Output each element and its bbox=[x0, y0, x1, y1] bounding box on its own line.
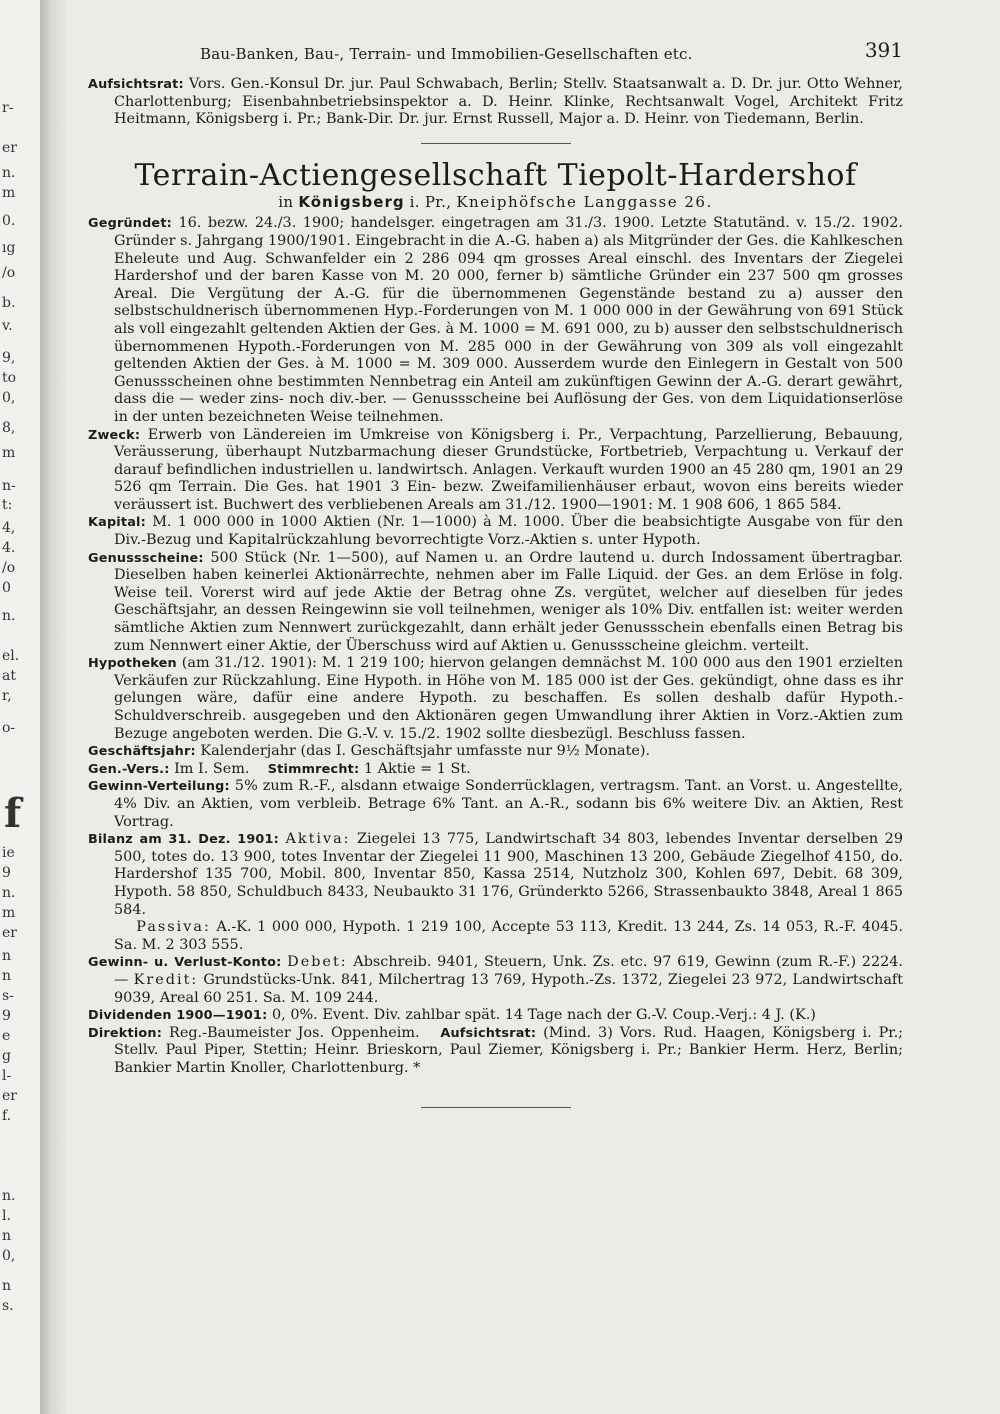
margin-fragment: n bbox=[2, 968, 12, 984]
margin-fragment: r- bbox=[2, 100, 14, 116]
margin-fragment: f bbox=[4, 790, 22, 837]
section-text: M. 1 000 000 in 1000 Aktien (Nr. 1—1000) à M. 1000. Über die beabsichtigte Ausgabe von für den Div.-Bezug und Kapitalrückzahlung bevorrechtigte Vorz.-Aktien s. unter Hypoth. bbox=[114, 514, 904, 549]
section-text: 0, 0%. Event. Div. zahlbar spät. 14 Tage nach der G.-V. Coup.-Verj.: 4 J. (K.) bbox=[272, 1007, 816, 1024]
margin-fragment: /o bbox=[2, 560, 16, 576]
margin-fragment: el. bbox=[2, 648, 20, 664]
section-genvers bbox=[88, 761, 903, 779]
section-gewinnverteilung bbox=[88, 778, 903, 831]
section-genussscheine bbox=[88, 550, 903, 656]
margin-fragment: s- bbox=[2, 988, 14, 1004]
section-text: Reg.-Baumeister Jos. Oppenheim. bbox=[168, 1024, 420, 1041]
section-text: (am 31./12. 1901): M. 1 219 100; hiervon gelangen demnächst M. 100 000 aus den 1901 erzielten Verkäufen zur Rückzahlung. Eine Hypoth. in Höhe von M. 185 000 ist der Ges. gekündigt, ohne dass es ihr gelungen wäre, dafür eine andere Hypoth. zu beschaffen. Es sollen deshalb dafür Hypoth.-Schuldverschreib. ausgegeben und den Aktionären gegen Umwandlung ihrer Aktien in Vorz.-Aktien zum Bezuge angeboten werden. Die G.-V. v. 15./2. 1902 sollte diesbezügl. Beschluss fassen. bbox=[114, 655, 903, 742]
margin-fragment: /o bbox=[2, 265, 16, 281]
margin-fragment: er bbox=[2, 140, 17, 156]
adjacent-page-margin bbox=[0, 0, 41, 1414]
aktiva-label: Aktiva: bbox=[285, 831, 351, 848]
section-label: Kapital: bbox=[88, 515, 146, 531]
margin-fragment: r, bbox=[2, 688, 12, 704]
margin-fragment: n bbox=[2, 1278, 12, 1294]
margin-fragment: 9 bbox=[2, 865, 11, 881]
section-label: Gewinn- u. Verlust-Konto: bbox=[88, 955, 282, 971]
section-text: Kalenderjahr (das I. Geschäftsjahr umfasste nur 9½ Monate). bbox=[200, 743, 651, 760]
section-hypotheken bbox=[88, 655, 903, 743]
kredit-text: Grundstücks-Unk. 841, Milchertrag 13 769, Hypoth.-Zs. 1372, Ziegelei 23 972, Landwirtschaft 9039, Areal 60 251. Sa. M. 109 244. bbox=[114, 971, 904, 1006]
section-text: 500 Stück (Nr. 1—500), auf Namen u. an Ordre lautend u. durch Indossament übertragbar. Dieselben haben keinerlei Aktionärrechte, nehmen aber im Falle Liquid. der Ges. an dem Erlöse in folg. Weise teil. Vorerst wird auf jede Aktie der Betrag ohne Zs. vergütet, welcher auf dieselben für jedes Geschäftsjahr, an dessen Reingewinn sie voll teilnehmen, weniger als 10% Div. entfallen ist: weiter werden sämtliche Aktien zum Nennwert zurückgezahlt, dann erhält jeder Genussschein ebenfalls einen Betrag bis zum Nennwert einer Aktie, der Überschuss wird auf Aktien u. Genussscheine gleichm. verteilt. bbox=[114, 549, 903, 654]
margin-fragment: 9 bbox=[2, 1008, 11, 1024]
margin-fragment: 0. bbox=[2, 213, 16, 229]
section-label: Hypotheken bbox=[88, 656, 177, 672]
company-street: Kneiphöfsche Langgasse 26. bbox=[456, 192, 713, 211]
margin-fragment: 4. bbox=[2, 540, 16, 556]
section-geschaeftsjahr bbox=[88, 743, 903, 761]
section-label: Genussscheine: bbox=[88, 550, 204, 566]
section-text: 16. bezw. 24./3. 1900; handelsger. eingetragen am 31./3. 1900. Letzte Statutänd. v. 15./2. 1902. Gründer s. Jahrgang 1900/1901. Eingebracht in die A.-G. haben a) als Mitgründer der Ges. die Kahlkeschen Eheleute und Aug. Schwanfelder ein 2 286 094 qm grosses Areal einschl. des Inventars der Ziegelei Hardershof und der baren Kasse von M. 20 000, ferner b) sämtliche Gründer ein 237 500 qm grosses Areal. Die Vergütung der A.-G. für die übernommenen Gegenstände bestand zu a) ausser den selbstschuldnerisch übernommenen Hyp.-Forderungen von M. 1 000 000 in der Gewährung von 691 Stück als voll eingezahlt geltenden Aktien der Ges. à M. 1000 = M. 691 000, zu b) ausser den selbstschuldnerisch übernommenen Hypoth.-Forderungen von M. 285 000 in der Gewährung von 309 als voll eingezahlt geltenden Aktien der Ges. à M. 1000 = M. 309 000. Ausserdem wurde den Einlegern in Gestalt von 500 Genussscheinen ohne bestimmten Nennbetrag ein Anteil am zukünftigen Gewinn der A.-G. derart gewährt, dass die — weder zins- noch div.-ber. — Genussscheine bei Auflösung der Ges. von dem Liquidationserlöse in der unten bezeichneten Weise teilnehmen. bbox=[114, 215, 903, 425]
debet-text: Abschreib. 9401, Steuern, Unk. Zs. etc. 97 619, Gewinn (zum R.-F.) 2224. — bbox=[114, 954, 903, 988]
page-fold-shadow bbox=[40, 0, 66, 1414]
section-text: Erwerb von Ländereien im Umkreise von Königsberg i. Pr., Verpachtung, Parzellierung, Bebauung, Veräusserung, überhaupt Nutzbarmachung dieser Grundstücke, Fortbetrieb, Verpachtung u. Verkauf der darauf befindlichen industriellen u. landwirtsch. Anlagen. Verkauft wurden 1900 an 45 280 qm, 1901 an 29 526 qm Terrain. Die Ges. hat 1901 3 Ein- bezw. Zweifamilienhäuser erbaut, wovon eins bereits wieder veräussert ist. Buchwert des verbliebenen Areals am 31./12. 1900—1901: M. 1 908 606, 1 865 584. bbox=[114, 426, 903, 513]
company-city: Königsberg bbox=[298, 192, 405, 211]
section-label: Gewinn-Verteilung: bbox=[88, 779, 230, 795]
debet-label: Debet: bbox=[287, 954, 348, 971]
section-gegruendet bbox=[88, 215, 903, 426]
margin-fragment: n- bbox=[2, 478, 16, 494]
bilanz-passiva bbox=[88, 919, 903, 954]
margin-fragment: m bbox=[2, 445, 16, 461]
margin-fragment: e bbox=[2, 1028, 11, 1044]
margin-fragment: f. bbox=[2, 1108, 12, 1124]
stimmrecht-label: Stimmrecht: bbox=[267, 761, 360, 777]
margin-fragment: 0, bbox=[2, 390, 16, 406]
margin-fragment: v. bbox=[2, 318, 13, 334]
margin-fragment: n. bbox=[2, 165, 16, 181]
section-dividenden bbox=[88, 1007, 903, 1025]
separator-rule bbox=[421, 143, 571, 144]
margin-fragment: o- bbox=[2, 720, 16, 736]
margin-fragment: ıg bbox=[2, 240, 16, 256]
margin-fragment: l. bbox=[2, 1208, 11, 1224]
margin-fragment: 0 bbox=[2, 580, 11, 596]
margin-fragment: s. bbox=[2, 1298, 14, 1314]
margin-fragment: er bbox=[2, 925, 17, 941]
margin-fragment: m bbox=[2, 905, 16, 921]
section-label: Bilanz am 31. Dez. 1901: bbox=[88, 832, 279, 848]
margin-fragment: to bbox=[2, 370, 17, 386]
margin-fragment: t: bbox=[2, 497, 13, 513]
margin-fragment: n bbox=[2, 1228, 12, 1244]
section-direktion bbox=[88, 1025, 903, 1078]
margin-fragment: b. bbox=[2, 295, 16, 311]
margin-fragment: ie bbox=[2, 845, 15, 861]
section-label: Dividenden 1900—1901: bbox=[88, 1008, 268, 1024]
company-location bbox=[88, 194, 903, 212]
document-page bbox=[88, 40, 903, 1108]
passiva-text: A.-K. 1 000 000, Hypoth. 1 219 100, Accepte 53 113, Kredit. 13 244, Zs. 14 053, R.-F. 4045. Sa. M. 2 303 555. bbox=[114, 919, 903, 953]
margin-fragment: 8, bbox=[2, 420, 16, 436]
kredit-label: Kredit: bbox=[133, 971, 199, 988]
section-kapital bbox=[88, 514, 903, 549]
section-bilanz bbox=[88, 831, 903, 919]
aufsichtsrat-text: (Mind. 3) Vors. Rud. Haagen, Königsberg i. Pr.; Stellv. Paul Piper, Stettin; Heinr. Brieskorn, Paul Ziemer, Königsberg i. Pr.; Bankier Herm. Herz, Berlin; Bankier Martin Knoller, Charlottenburg. bbox=[114, 1024, 904, 1076]
margin-fragment: er bbox=[2, 1088, 17, 1104]
margin-fragment: n. bbox=[2, 885, 16, 901]
location-region: i. Pr., bbox=[409, 192, 452, 211]
margin-fragment: at bbox=[2, 668, 16, 684]
section-label: Geschäftsjahr: bbox=[88, 744, 196, 760]
stimmrecht-text: 1 Aktie = 1 St. bbox=[363, 760, 471, 777]
running-title: Bau-Banken, Bau-, Terrain- und Immobilien-Gesellschaften etc. bbox=[200, 45, 693, 63]
section-label: Direktion: bbox=[88, 1025, 163, 1041]
margin-fragment: n bbox=[2, 948, 12, 964]
section-text: Im I. Sem. bbox=[174, 760, 250, 777]
page-number: 391 bbox=[864, 38, 903, 62]
margin-fragment: m bbox=[2, 185, 16, 201]
prev-entry-aufsichtsrat bbox=[88, 76, 903, 129]
margin-fragment: 9, bbox=[2, 350, 16, 366]
margin-fragment: g bbox=[2, 1048, 11, 1064]
section-text: Vors. Gen.-Konsul Dr. jur. Paul Schwabach, Berlin; Stellv. Staatsanwalt a. D. Dr. jur. Otto Wehner, Charlottenburg; Eisenbahnbetriebsinspektor a. D. Heinr. Klinke, Rechtsanwalt Vogel, Architekt Fritz Heitmann, Königsberg i. Pr.; Bank-Dir. Dr. jur. Ernst Russell, Major a. D. Heinr. von Tiedemann, Berlin. bbox=[114, 76, 903, 128]
section-label: Zweck: bbox=[88, 427, 141, 443]
company-name: Terrain-Actiengesellschaft Tiepolt-Hardershof bbox=[134, 157, 857, 193]
asterisk-mark: * bbox=[413, 1059, 421, 1076]
page-header bbox=[88, 40, 903, 76]
section-zweck bbox=[88, 427, 903, 515]
location-in: in bbox=[278, 192, 294, 211]
margin-fragment: n. bbox=[2, 1188, 16, 1204]
end-rule bbox=[421, 1107, 571, 1108]
margin-fragment: n. bbox=[2, 608, 16, 624]
margin-fragment: 0, bbox=[2, 1248, 16, 1264]
passiva-label: Passiva: bbox=[136, 919, 211, 936]
company-heading bbox=[88, 158, 903, 212]
section-text: 5% zum R.-F., alsdann etwaige Sonderrücklagen, vertragsm. Tant. an Vorst. u. Angestellte, 4% Div. an Aktien, vom verbleib. Betrage 6% Tant. an A.-R., sodann bis 6% weitere Div. an Aktien, Rest Vortrag. bbox=[114, 778, 903, 830]
margin-fragment: 4, bbox=[2, 520, 16, 536]
section-gewinnkonto bbox=[88, 954, 903, 1007]
aktiva-text: Ziegelei 13 775, Landwirtschaft 34 803, lebendes Inventar derselben 29 500, totes do. 13 900, totes Inventar der Ziegelei 11 900, Maschinen 13 200, Gebäude Ziegelhof 4150, do. Hardershof 135 700, Mobil. 800, Inventar 850, Kassa 2514, Nutzholz 300, Kohlen 697, Debit. 68 309, Hypoth. 58 850, Schuldbuch 8433, Neubaukto 31 176, Gründerkto 5266, Strassenbaukto 3848, Areal 1 865 584. bbox=[114, 831, 903, 918]
aufsichtsrat-label: Aufsichtsrat: bbox=[440, 1025, 537, 1041]
margin-fragment: l- bbox=[2, 1068, 12, 1084]
section-label: Aufsichtsrat: bbox=[88, 77, 184, 92]
section-label: Gegründet: bbox=[88, 216, 172, 232]
section-label: Gen.-Vers.: bbox=[88, 761, 170, 777]
